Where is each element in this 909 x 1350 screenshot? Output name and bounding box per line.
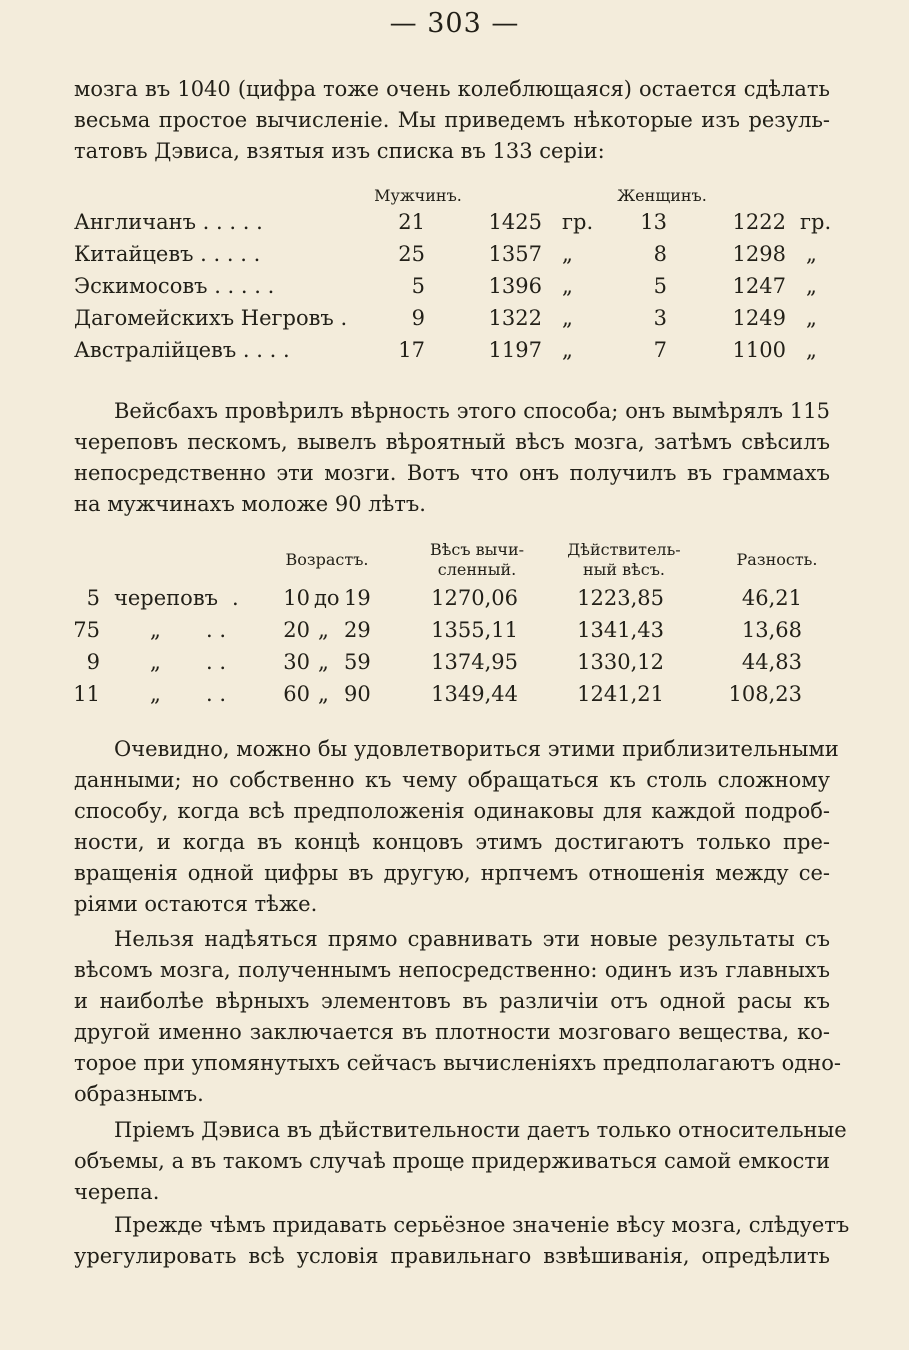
age-sep: „ <box>318 618 329 642</box>
skull-count: 11 <box>73 682 100 706</box>
men-count: 5 <box>411 274 425 298</box>
row-name: Австралійцевъ . . . . <box>74 338 290 362</box>
actual-weight: 1341,43 <box>577 618 664 642</box>
age-to: 19 <box>344 586 371 610</box>
men-unit: „ <box>562 242 573 266</box>
text-line: Очевидно, можно бы удовлетвориться этими приблизительными <box>114 737 839 761</box>
header-women: Женщинъ. <box>617 186 707 205</box>
age-from: 10 <box>283 586 310 610</box>
women-weight: 1298 <box>732 242 786 266</box>
men-weight: 1357 <box>488 242 542 266</box>
women-unit: „ <box>806 274 817 298</box>
men-count: 17 <box>398 338 425 362</box>
paragraph-before <box>74 1210 850 1272</box>
row-dots: . <box>232 586 239 610</box>
paragraph-obviously <box>74 734 839 920</box>
difference: 13,68 <box>741 618 802 642</box>
text-line: другой именно заключается въ плотности мозговаго вещества, ко- <box>74 1020 830 1044</box>
text-line: Пріемъ Дэвиса въ дѣйствительности даетъ только относительные <box>114 1118 847 1142</box>
text-line: татовъ Дэвиса, взятыя изъ списка въ 133 серіи: <box>74 139 605 163</box>
men-weight: 1197 <box>488 338 542 362</box>
age-sep: до <box>314 586 340 610</box>
men-unit: гр. <box>562 210 594 234</box>
age-to: 90 <box>344 682 371 706</box>
row-dots: . . <box>206 682 227 706</box>
row-label: „ <box>150 682 161 706</box>
women-count: 5 <box>653 274 667 298</box>
text-line: весьма простое вычисленіе. Мы приведемъ нѣкоторые изъ резуль- <box>74 108 830 132</box>
calculated-weight: 1355,11 <box>431 618 518 642</box>
text-line: череповъ пескомъ, вывелъ вѣроятный вѣсъ мозга, затѣмъ свѣсилъ <box>74 430 830 454</box>
women-count: 3 <box>653 306 667 330</box>
men-count: 21 <box>398 210 425 234</box>
age-to: 59 <box>344 650 371 674</box>
row-dots: . . <box>206 618 227 642</box>
men-count: 25 <box>398 242 425 266</box>
header-men: Мужчинъ. <box>374 186 462 205</box>
age-sep: „ <box>318 682 329 706</box>
paragraph-cannot <box>74 924 841 1110</box>
age-to: 29 <box>344 618 371 642</box>
age-sep: „ <box>318 650 329 674</box>
women-unit: „ <box>806 338 817 362</box>
text-line: объемы, а въ такомъ случаѣ проще придерживаться самой емкости <box>74 1149 830 1173</box>
women-weight: 1100 <box>732 338 786 362</box>
calculated-weight: 1349,44 <box>431 682 518 706</box>
women-count: 8 <box>653 242 667 266</box>
women-unit: гр. <box>800 210 832 234</box>
actual-weight: 1330,12 <box>577 650 664 674</box>
skull-count: 75 <box>73 618 100 642</box>
row-name: Китайцевъ . . . . . <box>74 242 261 266</box>
text-line: способу, когда всѣ предположенія одинаковы для каждой подроб- <box>74 799 830 823</box>
skull-count: 5 <box>86 586 100 610</box>
women-unit: „ <box>806 306 817 330</box>
text-line: непосредственно эти мозги. Вотъ что онъ получилъ въ граммахъ <box>74 461 830 485</box>
row-label: череповъ <box>114 586 219 610</box>
text-line: торое при упомянутыхъ сейчасъ вычисленіяхъ предполагаютъ одно- <box>74 1051 841 1075</box>
page-number: — 303 — <box>389 8 520 39</box>
text-line: вращенія одной цифры въ другую, нрпчемъ отношенія между се- <box>74 861 830 885</box>
actual-weight: 1241,21 <box>577 682 664 706</box>
weisbach-paragraph <box>74 396 830 520</box>
row-name: Англичанъ . . . . . <box>74 210 263 234</box>
text-line: Нельзя надѣяться прямо сравнивать эти новые результаты съ <box>114 927 830 951</box>
text-line: и наиболѣе вѣрныхъ элементовъ въ различіи отъ одной расы къ <box>74 989 830 1013</box>
text-line: вѣсомъ мозга, полученнымъ непосредственно: одинъ изъ главныхъ <box>74 958 830 982</box>
row-name: Дагомейскихъ Негровъ . <box>74 306 348 330</box>
row-dots: . . <box>206 650 227 674</box>
text-line: образнымъ. <box>74 1082 204 1106</box>
text-line: Прежде чѣмъ придавать серьёзное значеніе вѣсу мозга, слѣдуетъ <box>114 1213 850 1237</box>
women-weight: 1247 <box>732 274 786 298</box>
text-line: Вейсбахъ провѣрилъ вѣрность этого способа; онъ вымѣрялъ 115 <box>114 399 830 423</box>
header-actual: Дѣйствитель- ный вѣсъ. <box>567 540 681 579</box>
text-line: ности, и когда въ концѣ концовъ этимъ достигаютъ только пре- <box>74 830 830 854</box>
row-label: „ <box>150 650 161 674</box>
text-line: данными; но собственно къ чему обращаться къ столь сложному <box>74 768 830 792</box>
men-weight: 1425 <box>488 210 542 234</box>
header-age: Возрастъ. <box>285 550 369 569</box>
skull-count: 9 <box>86 650 100 674</box>
men-weight: 1396 <box>488 274 542 298</box>
age-from: 60 <box>283 682 310 706</box>
men-count: 9 <box>411 306 425 330</box>
text-line: ріями остаются тѣже. <box>74 892 318 916</box>
text-line: черепа. <box>74 1180 160 1204</box>
paragraph-method <box>74 1115 847 1208</box>
calculated-weight: 1270,06 <box>431 586 518 610</box>
difference: 46,21 <box>741 586 802 610</box>
women-weight: 1249 <box>732 306 786 330</box>
men-unit: „ <box>562 338 573 362</box>
row-label: „ <box>150 618 161 642</box>
header-calculated: Вѣсъ вычи- сленный. <box>429 540 525 579</box>
women-weight: 1222 <box>732 210 786 234</box>
women-count: 13 <box>640 210 667 234</box>
intro-paragraph <box>74 74 830 167</box>
women-count: 7 <box>653 338 667 362</box>
difference: 108,23 <box>728 682 802 706</box>
text-line: урегулировать всѣ условія правильнаго взвѣшиванія, опредѣлить <box>74 1244 830 1268</box>
difference: 44,83 <box>741 650 802 674</box>
actual-weight: 1223,85 <box>577 586 664 610</box>
women-unit: „ <box>806 242 817 266</box>
header-difference: Разность. <box>736 550 818 569</box>
text-line: мозга въ 1040 (цифра тоже очень колеблющаяся) остается сдѣлать <box>74 77 830 101</box>
calculated-weight: 1374,95 <box>431 650 518 674</box>
men-weight: 1322 <box>488 306 542 330</box>
men-unit: „ <box>562 306 573 330</box>
men-unit: „ <box>562 274 573 298</box>
age-from: 20 <box>283 618 310 642</box>
text-line: на мужчинахъ моложе 90 лѣтъ. <box>74 492 426 516</box>
row-name: Эскимосовъ . . . . . <box>74 274 275 298</box>
age-from: 30 <box>283 650 310 674</box>
